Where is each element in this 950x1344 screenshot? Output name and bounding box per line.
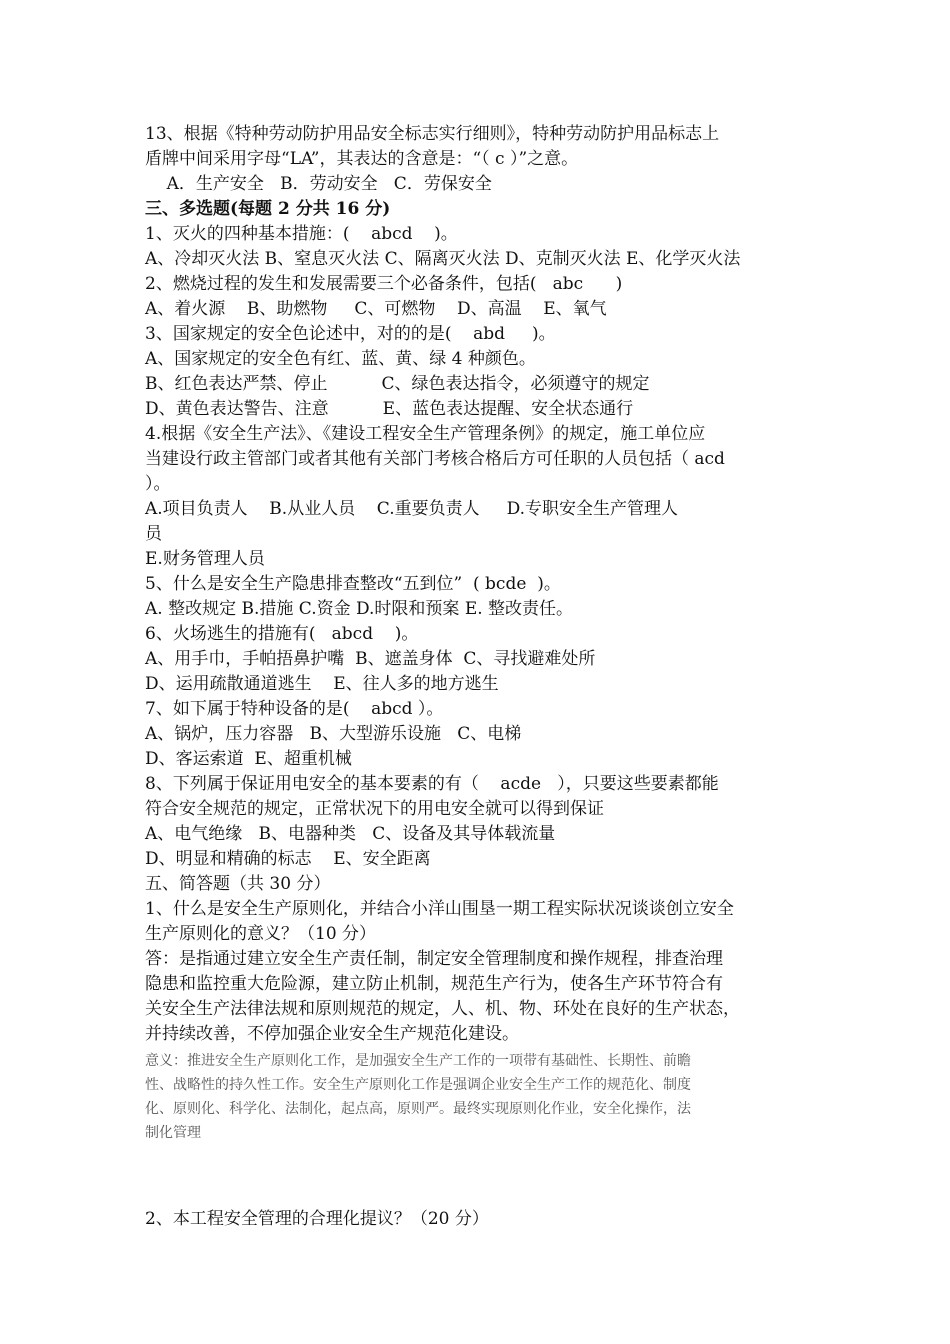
significance-line-1: 意义：推进安全生产原则化工作，是加强安全生产工作的一项带有基础性、长期性、前瞻	[145, 1053, 691, 1069]
mc-question-4-line-1: 4.根据《安全生产法》、《建设工程安全生产管理条例》的规定，施工单位应	[145, 424, 706, 444]
mc-question-3-options-bc: B、红色表达严禁、停止 C、绿色表达指令，必须遵守的规定	[145, 374, 650, 394]
mc-question-3-options-de: D、黄色表达警告、注意 E、蓝色表达提醒、安全状态通行	[145, 399, 634, 419]
mc-question-5: 5、什么是安全生产隐患排查整改“五到位” ( bcde )。	[145, 574, 561, 594]
sa-answer-line-1: 答：是指通过建立安全生产责任制，制定安全管理制度和操作规程，排查治理	[145, 949, 723, 969]
mc-question-8-line-2: 符合安全规范的规定，正常状况下的用电安全就可以得到保证	[145, 799, 604, 819]
sa-answer-line-3: 关安全生产法律法规和原则规范的规定，人、机、物、环处在良好的生产状态，	[145, 999, 740, 1019]
mc-question-4-line-3: ）。	[145, 474, 171, 494]
significance-line-3: 化、原则化、科学化、法制化，起点高，原则严。最终实现原则化作业，安全化操作，法	[145, 1101, 691, 1117]
mc-question-6-options-de: D、运用疏散通道逃生 E、往人多的地方逃生	[145, 674, 499, 694]
mc-question-2-options: A、着火源 B、助燃物 C、可燃物 D、高温 E、氧气	[145, 299, 607, 319]
mc-question-8-options-de: D、明显和精确的标志 E、安全距离	[145, 849, 431, 869]
mc-question-4-options: A.项目负责人 B.从业人员 C.重要负责人 D.专职安全生产管理人	[145, 499, 679, 519]
mc-question-1: 1、灭火的四种基本措施：( abcd )。	[145, 224, 458, 244]
mc-question-4-option-e: E.财务管理人员	[145, 549, 265, 569]
mc-question-6-options-abc: A、用手巾，手帕捂鼻护嘴 B、遮盖身体 C、寻找避难处所	[145, 649, 596, 669]
sa-question-1-line-2: 生产原则化的意义？（10 分）	[145, 924, 377, 944]
mc-question-8-line-1: 8、下列属于保证用电安全的基本要素的有（ acde ），只要这些要素都能	[145, 774, 719, 794]
mc-question-7-options-abc: A、锅炉，压力容器 B、大型游乐设施 C、电梯	[145, 724, 522, 744]
sa-question-1-line-1: 1、什么是安全生产原则化，并结合小洋山围垦一期工程实际状况谈谈创立安全	[145, 899, 734, 919]
section-heading-short-answer: 五、简答题（共 30 分）	[145, 874, 331, 894]
mc-question-3-option-a: A、国家规定的安全色有红、蓝、黄、绿 4 种颜色。	[145, 349, 536, 369]
mc-question-3: 3、国家规定的安全色论述中，对的的是( abd )。	[145, 324, 556, 344]
mc-question-5-options: A. 整改规定 B.措施 C.资金 D.时限和预案 E. 整改责任。	[145, 599, 574, 619]
question-13-options: A．生产安全 B．劳动安全 C．劳保安全	[145, 174, 492, 194]
mc-question-1-options: A、冷却灭火法 B、窒息灭火法 C、隔离灭火法 D、克制灭火法 E、化学灭火法	[145, 249, 741, 269]
mc-question-8-options-abc: A、电气绝缘 B、电器种类 C、设备及其导体载流量	[145, 824, 556, 844]
section-heading-multiple-choice: 三、多选题(每题 2 分共 16 分)	[145, 199, 391, 219]
significance-line-2: 性、战略性的持久性工作。安全生产原则化工作是强调企业安全生产工作的规范化、制度	[145, 1077, 691, 1093]
sa-answer-line-4: 并持续改善，不停加强企业安全生产规范化建设。	[145, 1024, 519, 1044]
mc-question-7-options-de: D、客运索道 E、超重机械	[145, 749, 352, 769]
sa-answer-line-2: 隐患和监控重大危险源，建立防止机制，规范生产行为，使各生产环节符合有	[145, 974, 723, 994]
mc-question-2: 2、燃烧过程的发生和发展需要三个必备条件，包括( abc )	[145, 274, 623, 294]
mc-question-7: 7、如下属于特种设备的是( abcd ）。	[145, 699, 444, 719]
sa-question-2: 2、本工程安全管理的合理化提议？（20 分）	[145, 1209, 489, 1229]
mc-question-6: 6、火场逃生的措施有( abcd )。	[145, 624, 419, 644]
question-13-line-2: 盾牌中间采用字母“LA”，其表达的含意是：“（ c ）”之意。	[145, 149, 579, 169]
significance-line-4: 制化管理	[145, 1125, 201, 1141]
question-13-line-1: 13、根据《特种劳动防护用品安全标志实行细则》，特种劳动防护用品标志上	[145, 124, 720, 144]
mc-question-4-options-wrap: 员	[145, 524, 162, 544]
mc-question-4-line-2: 当建设行政主管部门或者其他有关部门考核合格后方可任职的人员包括（ acd	[145, 449, 725, 469]
